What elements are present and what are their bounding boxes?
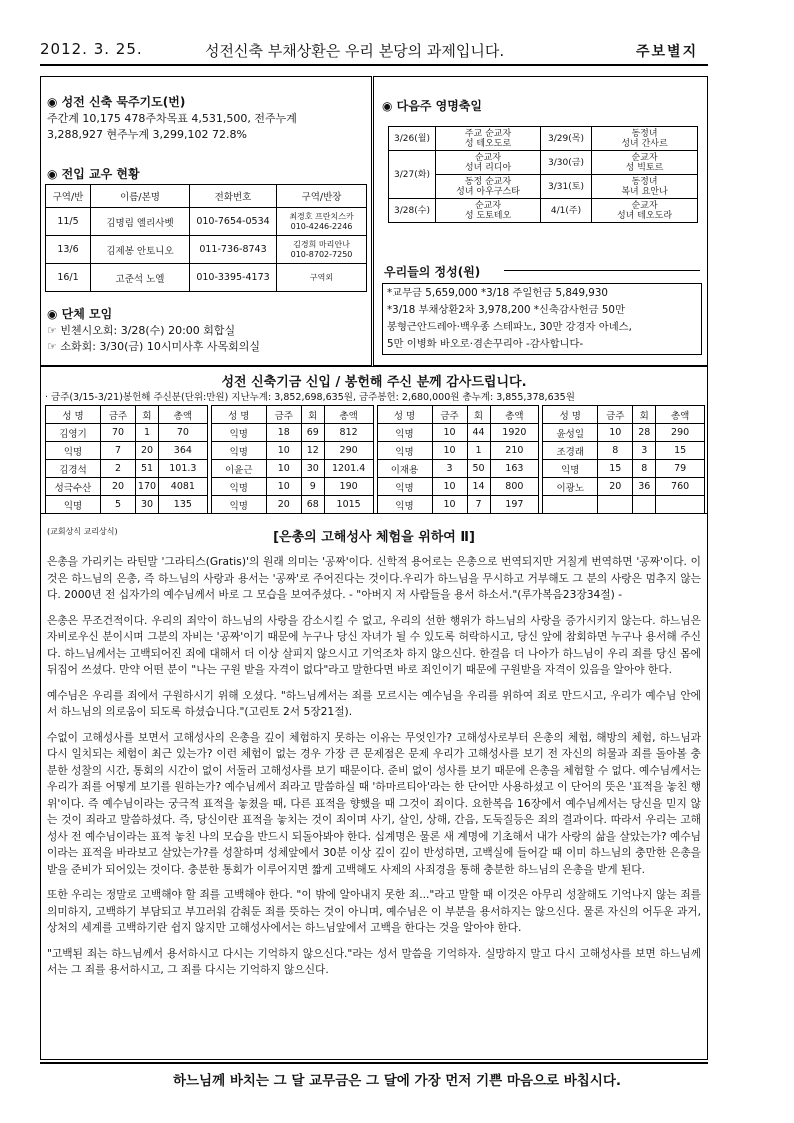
donation-cell: 1015 bbox=[324, 496, 373, 514]
group-item: ☞ 빈첸시오회: 3/28(수) 20:00 회합실 bbox=[47, 324, 236, 337]
donation-cell: 163 bbox=[490, 460, 539, 478]
donation-header: 회 bbox=[467, 406, 490, 424]
donation-cell: 8 bbox=[598, 442, 633, 460]
donation-header: 회 bbox=[633, 406, 656, 424]
donation-cell: 익명 bbox=[46, 496, 101, 514]
donation-cell: 10 bbox=[432, 496, 467, 514]
donation-table bbox=[377, 405, 540, 514]
donation-cell: 20 bbox=[266, 496, 301, 514]
donation-header: 총액 bbox=[159, 406, 208, 424]
donation-cell: 290 bbox=[656, 424, 705, 442]
table-row bbox=[46, 236, 367, 264]
donation-cell: 15 bbox=[598, 460, 633, 478]
donation-tables bbox=[45, 405, 705, 514]
donation-cell: 익명 bbox=[211, 478, 266, 496]
cell-leader: 김경희 마리안나 010-8702-7250 bbox=[277, 236, 367, 264]
essay-title: [은총의 고해성사 체험을 위하여 Ⅱ] bbox=[273, 530, 475, 545]
donation-cell: 7 bbox=[467, 496, 490, 514]
donation-cell: 김영기 bbox=[46, 424, 101, 442]
donation-cell: 70 bbox=[159, 424, 208, 442]
table-row bbox=[46, 442, 208, 460]
donation-cell: 조경래 bbox=[543, 442, 598, 460]
donation-cell: 51 bbox=[136, 460, 159, 478]
donation-cell: 10 bbox=[266, 460, 301, 478]
feast-saint: 순교자 성녀 테오도라 bbox=[592, 199, 698, 223]
prayer-title: ◉ 성전 신축 묵주기도(번) bbox=[47, 95, 186, 109]
donation-header: 성 명 bbox=[211, 406, 266, 424]
feast-table bbox=[388, 126, 698, 223]
donation-cell: 50 bbox=[467, 460, 490, 478]
donation-header: 회 bbox=[301, 406, 324, 424]
donation-cell bbox=[598, 496, 633, 514]
table-row bbox=[389, 151, 698, 175]
offering-line: *3/18 부채상환2차 3,978,200 *신축감사헌금 50만 bbox=[387, 304, 625, 316]
donation-cell: 익명 bbox=[211, 424, 266, 442]
header-divider bbox=[40, 64, 708, 66]
donation-cell: 10 bbox=[266, 442, 301, 460]
feast-saint: 순교자 성 도토테오 bbox=[436, 199, 541, 223]
cell-phone: 011-736-8743 bbox=[190, 236, 277, 264]
table-row bbox=[46, 424, 208, 442]
table-row bbox=[46, 208, 367, 236]
donation-cell: 20 bbox=[598, 478, 633, 496]
donation-header: 금주 bbox=[101, 406, 136, 424]
donation-cell bbox=[633, 496, 656, 514]
donation-cell: 800 bbox=[490, 478, 539, 496]
feast-date: 3/30(금) bbox=[541, 151, 592, 175]
donation-cell: 익명 bbox=[543, 460, 598, 478]
table-row bbox=[211, 442, 373, 460]
col-phone: 전화번호 bbox=[190, 185, 277, 208]
donation-box bbox=[40, 366, 708, 514]
donation-cell: 익명 bbox=[377, 442, 432, 460]
donation-header: 금주 bbox=[266, 406, 301, 424]
donation-cell: 197 bbox=[490, 496, 539, 514]
donation-cell: 10 bbox=[432, 478, 467, 496]
group-item: ☞ 소화회: 3/30(금) 10시미사후 사목회의실 bbox=[47, 340, 260, 353]
prayer-line-2: 3,288,927 현주누계 3,299,102 72.8% bbox=[47, 128, 247, 141]
table-row bbox=[211, 478, 373, 496]
donation-cell: 9 bbox=[301, 478, 324, 496]
donation-cell: 364 bbox=[159, 442, 208, 460]
table-row bbox=[389, 127, 698, 151]
cell-leader: 구역외 bbox=[277, 264, 367, 292]
donation-header: 성 명 bbox=[46, 406, 101, 424]
donation-cell: 812 bbox=[324, 424, 373, 442]
donation-cell: 69 bbox=[301, 424, 324, 442]
table-row bbox=[46, 264, 367, 292]
donation-header: 성 명 bbox=[377, 406, 432, 424]
donation-header: 회 bbox=[136, 406, 159, 424]
right-info-box bbox=[373, 76, 708, 366]
donation-cell: 8 bbox=[633, 460, 656, 478]
donation-cell: 20 bbox=[136, 442, 159, 460]
donation-cell bbox=[543, 496, 598, 514]
table-row bbox=[389, 199, 698, 223]
donation-cell: 30 bbox=[301, 460, 324, 478]
donation-table bbox=[45, 405, 208, 514]
donation-cell: 1920 bbox=[490, 424, 539, 442]
donation-cell: 익명 bbox=[46, 442, 101, 460]
donation-cell: 135 bbox=[159, 496, 208, 514]
teachers-title: ◉ 전입 교우 현황 bbox=[47, 167, 140, 181]
offering-line: 5만 이병화 바오로·겸손꾸리아 -감사합니다- bbox=[387, 338, 584, 350]
offering-box bbox=[382, 283, 702, 355]
teachers-table bbox=[45, 184, 367, 292]
donation-cell: 10 bbox=[598, 424, 633, 442]
cell-phone: 010-3395-4173 bbox=[190, 264, 277, 292]
col-area: 구역/반 bbox=[46, 185, 91, 208]
left-info-box bbox=[40, 76, 372, 366]
table-row bbox=[211, 496, 373, 514]
donation-cell: 20 bbox=[101, 478, 136, 496]
donation-cell: 28 bbox=[633, 424, 656, 442]
donation-cell: 10 bbox=[266, 478, 301, 496]
donation-cell: 760 bbox=[656, 478, 705, 496]
table-row bbox=[543, 496, 705, 514]
donation-subtitle: · 금주(3/15-3/21)봉헌해 주신분(단위:만원) 지난누계: 3,852,698,635원, 금주봉헌: 2,680,000원 총누계: 3,855,378,635원 bbox=[45, 392, 575, 403]
table-row bbox=[46, 496, 208, 514]
donation-header: 금주 bbox=[598, 406, 633, 424]
table-row bbox=[543, 424, 705, 442]
footer-divider bbox=[40, 1062, 708, 1064]
essay-box bbox=[40, 514, 708, 1060]
col-name: 이름/본명 bbox=[91, 185, 190, 208]
feast-saint: 주교 순교자 성 테오도로 bbox=[436, 127, 541, 151]
donation-cell: 익명 bbox=[211, 442, 266, 460]
table-row bbox=[211, 424, 373, 442]
prayer-line-1: 주간계 10,175 478주차목표 4,531,500, 전주누계 bbox=[47, 112, 297, 125]
feast-date: 4/1(주) bbox=[541, 199, 592, 223]
cell-phone: 010-7654-0534 bbox=[190, 208, 277, 236]
essay-paragraph: 은총은 무조건적이다. 우리의 죄악이 하느님의 사랑을 감소시킬 수 없고, 우리의 선한 행위가 하느님의 사랑을 증가시키지 않는다. 하느님은 자비로우신 분이시며 그분의 자비는 '공짜'이기 때문에 누구나 당신 자녀가 될 수 있도록 허락하시고, 당신 앞에 참회하면 누구나 용서해 주신다. 하느님께서는 고백되어진 죄에 대해서 더 이상 살피지 않으시고 기억조차 하지 않으신다. 한걸음 더 나아가 하느님이 우리 죄를 당신 몸에 뒤집어 쓰셨다. 만약 어떤 분이 "나는 구원 받을 자격이 없다"라고 말한다면 바로 죄인이기 때문에 구원받을 자격이 있음을 알아야 한다. bbox=[47, 613, 701, 676]
cell-name: 고준석 노엘 bbox=[91, 264, 190, 292]
donation-cell: 이재용 bbox=[377, 460, 432, 478]
essay-body bbox=[47, 554, 701, 988]
feast-saint: 동정녀 성녀 간사르 bbox=[592, 127, 698, 151]
essay-paragraph: 예수님은 우리를 죄에서 구원하시기 위해 오셨다. "하느님께서는 죄를 모르시는 예수님을 우리를 위하여 죄로 만드시고, 우리가 예수님 안에서 하느님의 의로움이 되도록 하셨습니다."(고린토 2서 5장21절). bbox=[47, 688, 701, 718]
col-leader: 구역/반장 bbox=[277, 185, 367, 208]
table-row bbox=[389, 175, 698, 199]
donation-table bbox=[542, 405, 705, 514]
cell-area: 13/6 bbox=[46, 236, 91, 264]
donation-cell: 7 bbox=[101, 442, 136, 460]
donation-header: 성 명 bbox=[543, 406, 598, 424]
essay-paragraph: 또한 우리는 정말로 고백해야 할 죄를 고백해야 한다. "이 밖에 알아내지 못한 죄..."라고 말할 때 이것은 아무리 성찰해도 기억나지 않는 죄를 의미하지, 고백하기 부담되고 부끄러워 감춰둔 죄를 뜻하는 것이 아니며, 예수님은 이 부분을 용서하지는 않으신다. 물론 자신의 어두운 과거, 상처의 세계를 고백하기란 쉽지 않지만 고해성사에서는 하느님앞에서 고백을 한다는 것을 알아야 한다. bbox=[47, 888, 701, 934]
essay-paragraph: 수없이 고해성사를 보면서 고해성사의 은총을 깊이 체험하지 못하는 이유는 무엇인가? 고해성사로부터 은총의 체험, 해방의 체험, 하느님과 다시 일치되는 체험이 최근 있는가? 이런 체험이 없는 경우 가장 큰 문제점은 문제 우리가 고해성사를 보기 전 자신의 허물과 죄를 돌아볼 충분한 성찰의 시간, 통회의 시간이 없이 서둘러 고해성사를 보기 때문이다. 준비 없이 성사를 보기 때문에 은총을 체험할 수 없다. 예수님께서는 우리가 죄를 어떻게 보기를 원하는가? 예수님께서 죄라고 말씀하실 때 '하마르티아'라는 한 단어만 사용하셨고 이 단어의 뜻은 '표적을 놓친 행위'이다. 즉 예수님이라는 궁극적 표적을 놓쳤을 때, 다른 표적을 향했을 때 그것이 죄이다. 요한복음 16장에서 예수님께서는 당신을 믿지 않는 것이 죄라고 말씀하셨다. 즉, 당신이란 표적을 놓치는 것이 죄이며 사기, 살인, 상해, 간음, 도둑질등은 죄의 결과이다. 따라서 우리는 고해성사 전 예수님이라는 표적 놓친 나의 모습을 반드시 되돌아봐야 한다. 십계명은 물론 새 계명에 기초해서 내가 사랑의 삶을 살았는가? 예수님이라는 표적을 바라보고 살았는가?를 성찰하며 성체앞에서 30분 이상 깊이 깊이 반성하면, 고백실에 들어갈 때 이미 하느님의 충만한 은총을 받을 준비가 되어있는 것이다. 충분한 통회가 이루어지면 짧게 고백해도 사제의 사죄경을 통해 충분한 하느님의 은총을 받게 된다. bbox=[47, 730, 701, 876]
donation-cell: 14 bbox=[467, 478, 490, 496]
donation-header: 총액 bbox=[656, 406, 705, 424]
donation-cell: 익명 bbox=[211, 496, 266, 514]
header-slogan: 성전신축 부채상환은 우리 본당의 과제입니다. bbox=[205, 42, 505, 60]
donation-header: 총액 bbox=[490, 406, 539, 424]
donation-header: 금주 bbox=[432, 406, 467, 424]
cell-area: 11/5 bbox=[46, 208, 91, 236]
offering-line: 봉형근안드레아·백우종 스테파노, 30만 강경자 아녜스, bbox=[387, 321, 632, 333]
offering-title: 우리들의 정성(원) bbox=[384, 263, 486, 280]
feast-date: 3/28(수) bbox=[389, 199, 436, 223]
donation-cell: 익명 bbox=[377, 496, 432, 514]
donation-cell: 이광노 bbox=[543, 478, 598, 496]
feast-date: 3/29(목) bbox=[541, 127, 592, 151]
table-row bbox=[543, 478, 705, 496]
donation-cell: 30 bbox=[136, 496, 159, 514]
essay-tag: (교회상식 교리상식) bbox=[47, 527, 118, 536]
donation-title: 성전 신축기금 신입 / 봉헌해 주신 분께 감사드립니다. bbox=[221, 375, 527, 390]
donation-cell: 170 bbox=[136, 478, 159, 496]
donation-cell: 1 bbox=[467, 442, 490, 460]
table-row bbox=[377, 424, 539, 442]
table-row bbox=[377, 442, 539, 460]
cell-leader: 최경호 프란치스카 010-4246-2246 bbox=[277, 208, 367, 236]
donation-cell: 익명 bbox=[377, 478, 432, 496]
donation-table bbox=[211, 405, 374, 514]
donation-cell: 1201.4 bbox=[324, 460, 373, 478]
table-row bbox=[46, 478, 208, 496]
cell-area: 16/1 bbox=[46, 264, 91, 292]
donation-cell: 210 bbox=[490, 442, 539, 460]
feast-date: 3/26(월) bbox=[389, 127, 436, 151]
donation-cell: 10 bbox=[432, 424, 467, 442]
essay-paragraph: 은총을 가리키는 라틴말 '그라티스(Gratis)'의 원래 의미는 '공짜'이다. 신학적 용어로는 은총으로 번역되지만 거칠게 번역하면 '공짜'이다. 이것은 하느님의 은총, 즉 하느님의 사랑과 용서는 '공짜'로 주어진다는 것이다.우리가 하느님을 무시하고 거부해도 그 분의 사랑은 멈추지 않는다. 2000년 전 십자가의 예수님께서 바로 그 모습을 보여주셨다. - "아버지 저 사람들을 용서 하소서."(루가복음23장34절) - bbox=[47, 555, 701, 601]
table-row bbox=[46, 460, 208, 478]
donation-cell: 2 bbox=[101, 460, 136, 478]
feast-date: 3/31(토) bbox=[541, 175, 592, 199]
feast-saint: 동정녀 복녀 요안나 bbox=[592, 175, 698, 199]
donation-cell: 이윤근 bbox=[211, 460, 266, 478]
feast-title: ◉ 다음주 영명축일 bbox=[382, 99, 482, 113]
feast-saint: 순교자 성녀 리디아 bbox=[436, 151, 541, 175]
donation-cell: 12 bbox=[301, 442, 324, 460]
feast-saint: 순교자 성 빅토르 bbox=[592, 151, 698, 175]
donation-cell: 1 bbox=[136, 424, 159, 442]
donation-cell: 3 bbox=[633, 442, 656, 460]
donation-cell: 190 bbox=[324, 478, 373, 496]
bulletin-date: 2012. 3. 25. bbox=[40, 40, 143, 58]
bulletin-name: 주보별지 bbox=[636, 44, 699, 60]
donation-cell: 3 bbox=[432, 460, 467, 478]
donation-cell bbox=[656, 496, 705, 514]
donation-cell: 15 bbox=[656, 442, 705, 460]
donation-cell: 익명 bbox=[377, 424, 432, 442]
footer-text: 하느님께 바치는 그 달 교무금은 그 달에 가장 먼저 기쁜 마음으로 바칩시다. bbox=[172, 1073, 622, 1089]
essay-paragraph: "고백된 죄는 하느님께서 용서하시고 다시는 기억하지 않으신다."라는 성서 말씀을 기억하자. 실망하지 말고 다시 고해성사를 보면 하느님께서는 그 죄를 용서하시고, 그 죄를 다시는 기억하지 않으신다. bbox=[47, 946, 701, 976]
feast-saint: 동정 순교자 성녀 아우구스타 bbox=[436, 175, 541, 199]
donation-cell: 10 bbox=[432, 442, 467, 460]
donation-cell: 101.3 bbox=[159, 460, 208, 478]
feast-date: 3/27(화) bbox=[389, 151, 436, 199]
cell-name: 김명림 엘리사벳 bbox=[91, 208, 190, 236]
groups-title: ◉ 단체 모임 bbox=[47, 307, 113, 321]
donation-cell: 44 bbox=[467, 424, 490, 442]
donation-cell: 5 bbox=[101, 496, 136, 514]
table-row bbox=[543, 460, 705, 478]
table-row bbox=[377, 460, 539, 478]
offering-line: *교무금 5,659,000 *3/18 주일헌금 5,849,930 bbox=[387, 287, 608, 299]
donation-cell: 4081 bbox=[159, 478, 208, 496]
table-row bbox=[377, 478, 539, 496]
donation-cell: 79 bbox=[656, 460, 705, 478]
table-row bbox=[377, 496, 539, 514]
donation-cell: 68 bbox=[301, 496, 324, 514]
table-row bbox=[211, 460, 373, 478]
donation-header: 총액 bbox=[324, 406, 373, 424]
table-row bbox=[543, 442, 705, 460]
donation-cell: 윤성일 bbox=[543, 424, 598, 442]
donation-cell: 70 bbox=[101, 424, 136, 442]
offering-title-rule bbox=[504, 270, 700, 271]
donation-cell: 김경석 bbox=[46, 460, 101, 478]
donation-cell: 36 bbox=[633, 478, 656, 496]
donation-cell: 성극수산 bbox=[46, 478, 101, 496]
donation-cell: 18 bbox=[266, 424, 301, 442]
donation-cell: 290 bbox=[324, 442, 373, 460]
cell-name: 김제봉 안토니오 bbox=[91, 236, 190, 264]
